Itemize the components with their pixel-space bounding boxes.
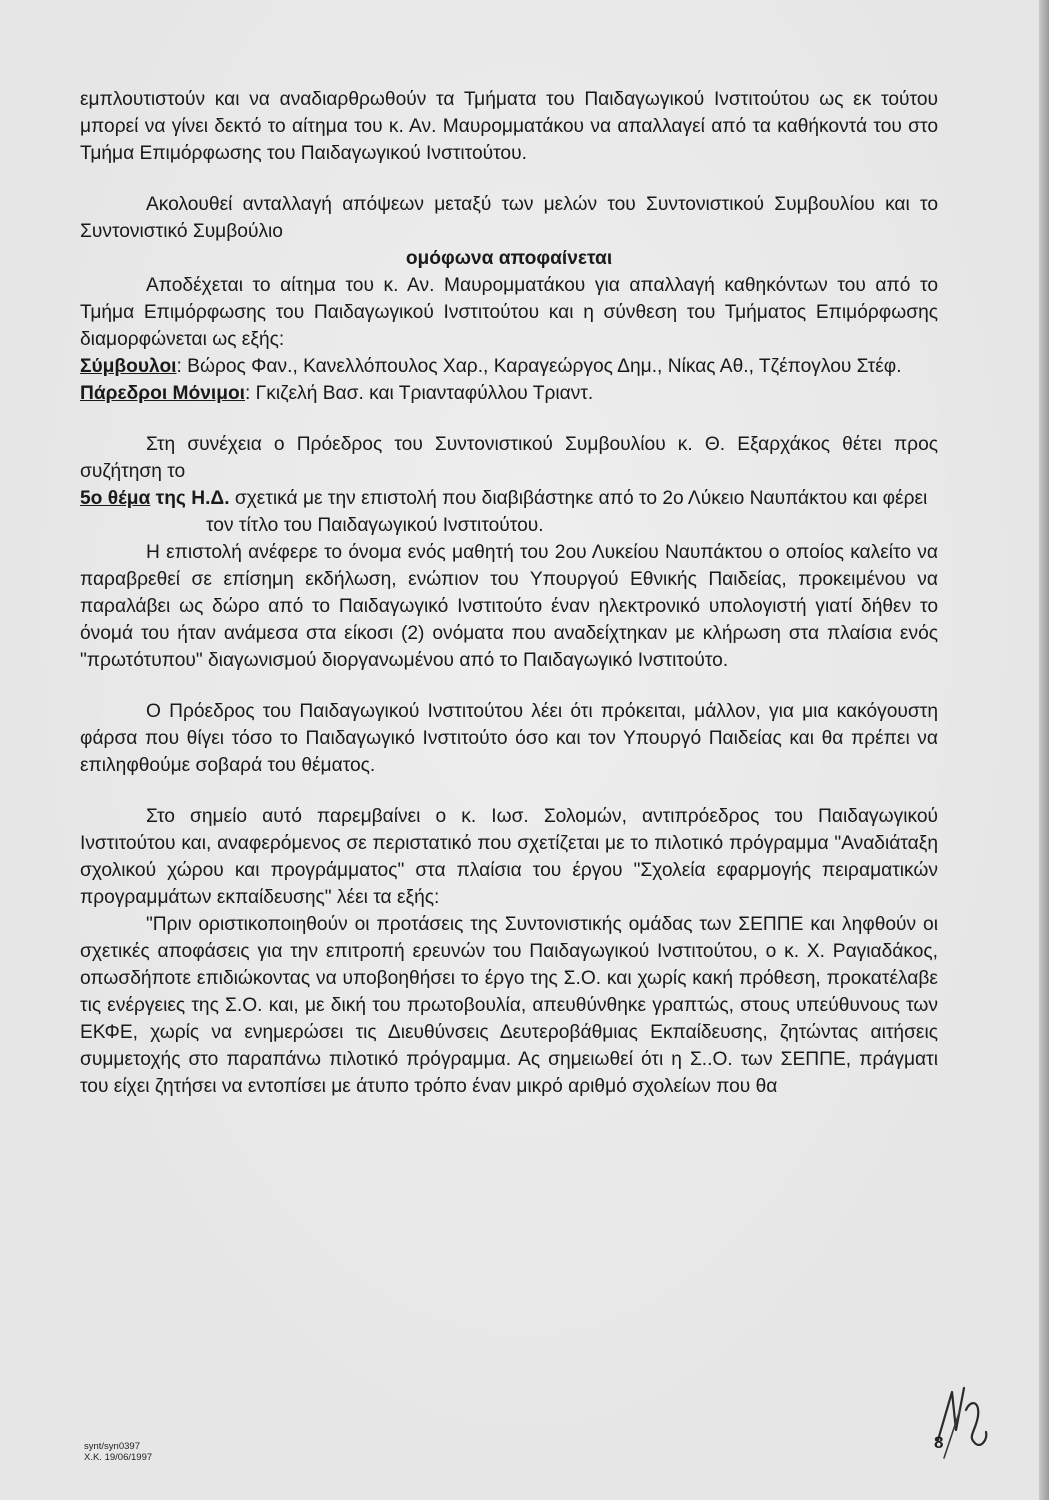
- topic-text: σχετικά με την επιστολή που διαβιβάστηκε από το 2ο Λύκειο Ναυπάκτου και φέρει τον τίτλο του Παιδαγωγικού Ινστιτούτου.: [206, 488, 928, 536]
- assessors-line: [80, 380, 938, 407]
- paragraph-2: Ακολουθεί ανταλλαγή απόψεων μεταξύ των μελών του Συντονιστικού Συμβουλίου και το Συντονιστικό Συμβούλιο: [80, 194, 938, 242]
- page-edge-shadow: [1039, 0, 1049, 1500]
- document-body: [80, 86, 938, 1100]
- advisors-names: : Βώρος Φαν., Κανελλόπουλος Χαρ., Καραγεώργος Δημ., Νίκας Αθ., Τζέπογλου Στέφ.: [176, 356, 902, 377]
- topic-suffix: της Η.Δ.: [150, 488, 230, 509]
- assessors-label: Πάρεδροι Μόνιμοι: [80, 383, 246, 404]
- signature-icon: [930, 1370, 1010, 1470]
- footer-date: Χ.Κ. 19/06/1997: [84, 1452, 153, 1463]
- advisors-label: Σύμβουλοι: [80, 356, 177, 377]
- paragraph-8: "Πριν οριστικοποιηθούν οι προτάσεις της Συντονιστικής ομάδας των ΣΕΠΠΕ και ληφθούν οι σχετικές αποφάσεις για την επιτροπή ερευνών του Παιδαγωγικού Ινστιτούτου, ο κ. Χ. Ραγιαδάκος, οπωσδήποτε επιδιώκοντας να υποβοηθήσει το έργο της Σ.Ο. και χωρίς κακή πρόθεση, προκατέλαβε τις ενέργειες της Σ.Ο. και, με δική του πρωτοβουλία, απευθύνθηκε γραπτώς, στους υπεύθυνους των ΕΚΦΕ, χωρίς να ενημερώσει τις Διευθύνσεις Δευτεροβάθμιας Εκπαίδευσης, ζητώντας αιτήσεις συμμετοχής στο παραπάνω πιλοτικό πρόγραμμα. Ας σημειωθεί ότι η Σ..Ο. των ΣΕΠΠΕ, πράγματι του είχει ζητήσει να εντοπίσει με άτυπο τρόπο έναν μικρό αριθμό σχολείων που θα: [80, 914, 938, 1097]
- paragraph-6: Ο Πρόεδρος του Παιδαγωγικού Ινστιτούτου λέει ότι πρόκειται, μάλλον, για μια κακόγουστη φάρσα που θίγει τόσο το Παιδαγωγικό Ινστιτούτο όσο και τον Υπουργό Παιδείας και θα πρέπει να επιληφθούμε σοβαρά του θέματος.: [80, 701, 938, 776]
- paragraph-4: Στη συνέχεια ο Πρόεδρος του Συντονιστικού Συμβουλίου κ. Θ. Εξαρχάκος θέτει προς συζήτηση το: [80, 434, 938, 482]
- topic-line: [80, 485, 938, 539]
- paragraph-7: Στο σημείο αυτό παρεμβαίνει ο κ. Ιωσ. Σολομών, αντιπρόεδρος του Παιδαγωγικού Ινστιτούτου και, αναφερόμενος σε περιστατικό που σχετίζεται με το πιλοτικό πρόγραμμα "Αναδιάταξη σχολικού χώρου και προγράμματος" στα πλαίσια του έργου "Σχολεία εφαρμογής πειραματικών προγραμμάτων εκπαίδευσης" λέει τα εξής:: [80, 806, 938, 908]
- advisors-line: [80, 353, 938, 380]
- page-number: 8: [934, 1433, 944, 1452]
- paragraph-5: Η επιστολή ανέφερε το όνομα ενός μαθητή του 2ου Λυκείου Ναυπάκτου ο οποίος καλείτο να παραβρεθεί σε επίσημη εκδήλωση, ενώπιον του Υπουργού Εθνικής Παιδείας, προκειμένου να παραλάβει ως δώρο από το Παιδαγωγικό Ινστιτούτο έναν ηλεκτρονικό υπολογιστή γιατί δήθεν το όνομά του ήταν ανάμεσα στα είκοσι (2) ονόματα που αναδείχτηκαν με κλήρωση στα πλαίσια ενός "πρωτότυπου" διαγωνισμού διοργανωμένου από το Παιδαγωγικό Ινστιτούτο.: [80, 542, 938, 671]
- paragraph-1: εμπλουτιστούν και να αναδιαρθρωθούν τα Τμήματα του Παιδαγωγικού Ινστιτούτου ως εκ τούτου μπορεί να γίνει δεκτό το αίτημα του κ. Αν. Μαυρομματάκου να απαλλαγεί από τα καθήκοντά του στο Τμήμα Επιμόρφωσης του Παιδαγωγικού Ινστιτούτου.: [80, 89, 938, 164]
- document-footer: [84, 1441, 152, 1463]
- topic-label: 5ο θέμα: [80, 488, 151, 509]
- footer-file-ref: synt/syn0397: [84, 1441, 140, 1452]
- paragraph-3: Αποδέχεται το αίτημα του κ. Αν. Μαυρομματάκου για απαλλαγή καθηκόντων του από το Τμήμα Επιμόρφωσης του Παιδαγωγικού Ινστιτούτου και η σύνθεση του Τμήματος Επιμόρφωσης διαμορφώνεται ως εξής:: [80, 275, 938, 350]
- assessors-names: : Γκιζελή Βασ. και Τριανταφύλλου Τριαντ.: [245, 383, 594, 404]
- decision-heading: ομόφωνα αποφαίνεται: [405, 248, 613, 269]
